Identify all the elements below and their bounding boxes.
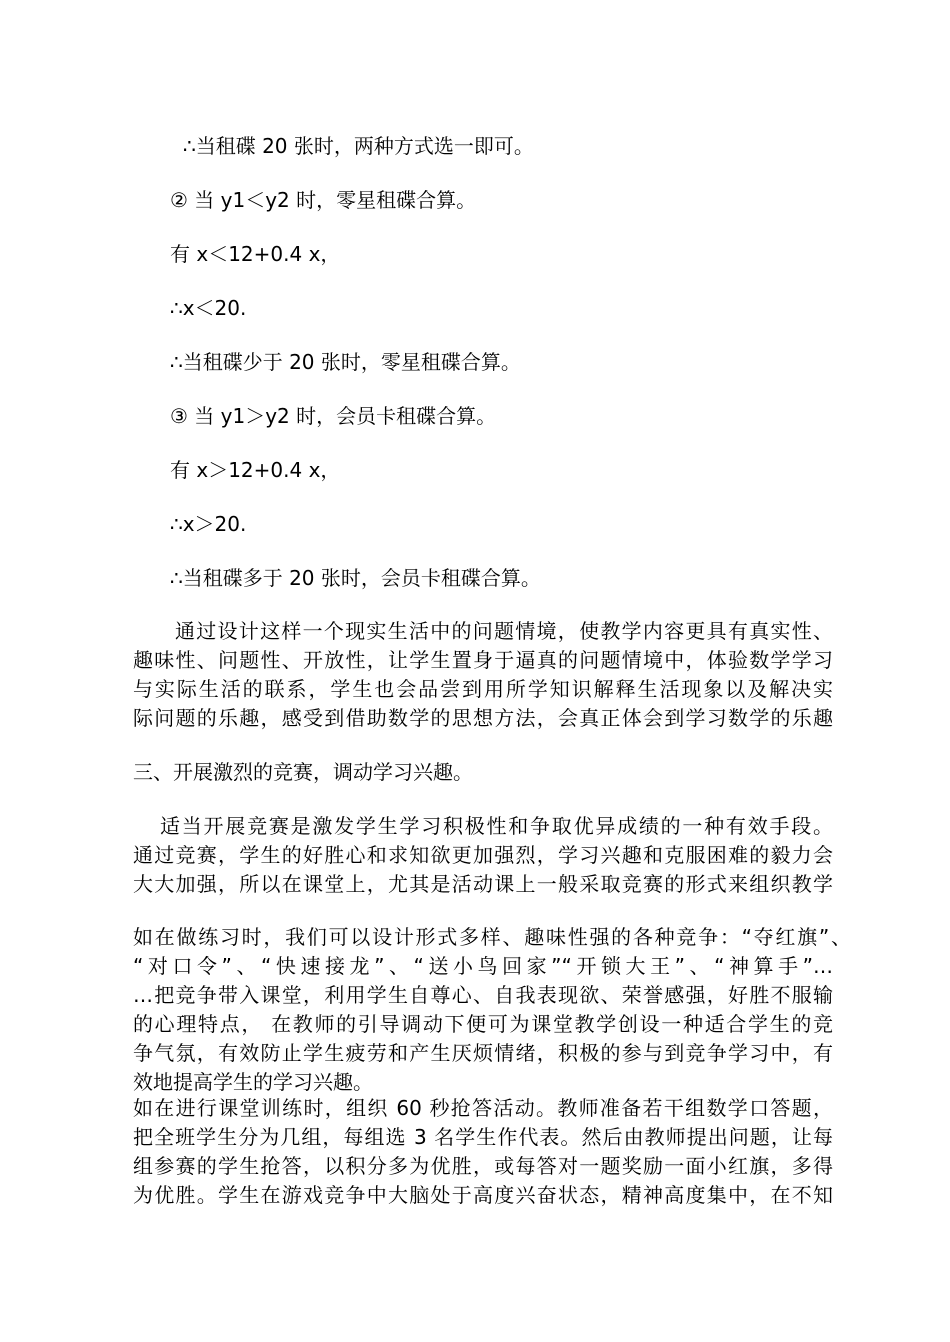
- math-line-4: ∴x＜20.: [170, 296, 247, 320]
- paragraph-1-line-2: 趣味性、问题性、开放性，让学生置身于逼真的问题情境中，体验数学学习: [133, 648, 833, 672]
- paragraph-1-line-1: 通过设计这样一个现实生活中的问题情境，使教学内容更具有真实性、: [175, 619, 833, 643]
- paragraph-3-line-3: …把竞争带入课堂，利用学生自尊心、自我表现欲、荣誉感强，好胜不服输: [133, 983, 833, 1007]
- paragraph-3-line-6: 效地提高学生的学习兴趣。: [133, 1070, 373, 1094]
- math-line-3: 有 x＜12+0.4 x，: [170, 242, 341, 266]
- math-line-8: ∴x＞20.: [170, 512, 247, 536]
- paragraph-3-line-2: “对口令”、“快速接龙”、“送小鸟回家”“开锁大王”、“神算手”…: [133, 954, 833, 978]
- paragraph-4-line-4: 为优胜。学生在游戏竞争中大脑处于高度兴奋状态，精神高度集中，在不知: [133, 1183, 833, 1207]
- math-line-2: ② 当 y1＜y2 时，零星租碟合算。: [170, 188, 477, 212]
- paragraph-2-line-2: 通过竞赛，学生的好胜心和求知欲更加强烈，学习兴趣和克服困难的毅力会: [133, 843, 833, 867]
- paragraph-1-line-3: 与实际生活的联系，学生也会品尝到用所学知识解释生活现象以及解决实: [133, 677, 833, 701]
- section-heading: 三、开展激烈的竞赛，调动学习兴趣。: [133, 760, 473, 784]
- paragraph-3-line-5: 争气氛，有效防止学生疲劳和产生厌烦情绪，积极的参与到竞争学习中，有: [133, 1041, 833, 1065]
- paragraph-4-line-3: 组参赛的学生抢答，以积分多为优胜，或每答对一题奖励一面小红旗，多得: [133, 1154, 833, 1178]
- math-line-9: ∴当租碟多于 20 张时，会员卡租碟合算。: [170, 566, 541, 590]
- paragraph-2-line-3: 大大加强，所以在课堂上，尤其是活动课上一般采取竞赛的形式来组织教学: [133, 872, 833, 896]
- paragraph-3-line-1: 如在做练习时，我们可以设计形式多样、趣味性强的各种竞争：“夺红旗”、: [133, 925, 851, 949]
- paragraph-3-line-4: 的心理特点， 在教师的引导调动下便可为课堂教学创设一种适合学生的竞: [133, 1012, 833, 1036]
- paragraph-4-line-1: 如在进行课堂训练时，组织 60 秒抢答活动。教师准备若干组数学口答题，: [133, 1096, 833, 1120]
- math-line-7: 有 x＞12+0.4 x，: [170, 458, 341, 482]
- math-line-6: ③ 当 y1＞y2 时，会员卡租碟合算。: [170, 404, 497, 428]
- math-line-5: ∴当租碟少于 20 张时，零星租碟合算。: [170, 350, 521, 374]
- paragraph-2-line-1: 适当开展竞赛是激发学生学习积极性和争取优异成绩的一种有效手段。: [160, 814, 833, 838]
- paragraph-4-line-2: 把全班学生分为几组，每组选 3 名学生作代表。然后由教师提出问题，让每: [133, 1125, 833, 1149]
- paragraph-1-line-4: 际问题的乐趣，感受到借助数学的思想方法，会真正体会到学习数学的乐趣: [133, 706, 833, 730]
- math-line-1: ∴当租碟 20 张时，两种方式选一即可。: [183, 134, 534, 158]
